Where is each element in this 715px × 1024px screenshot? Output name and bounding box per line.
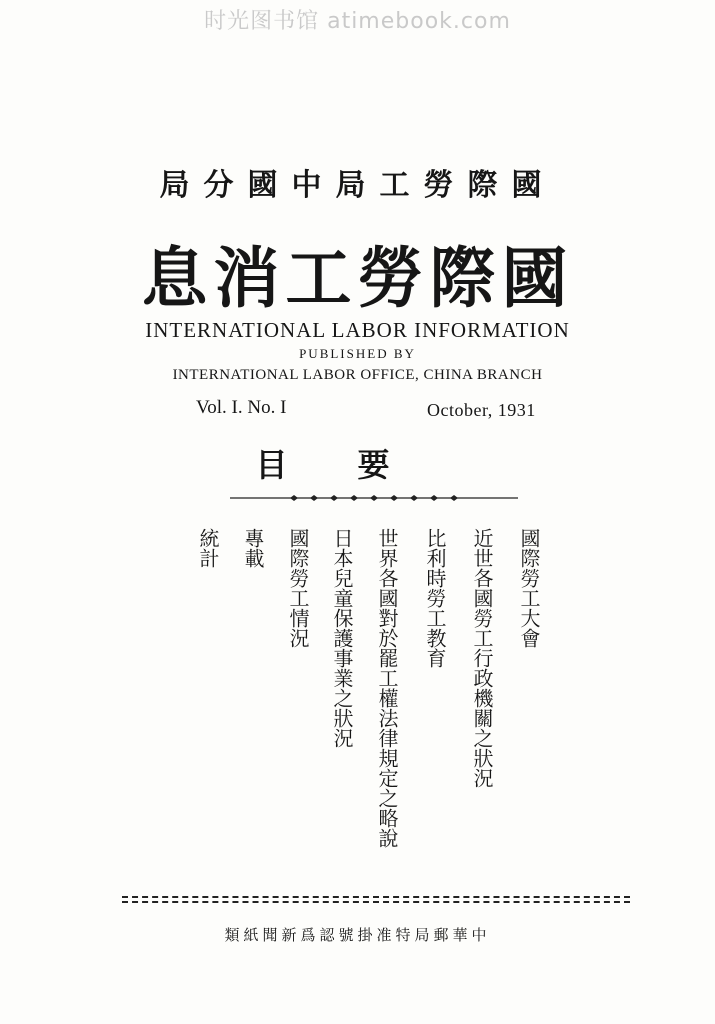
footer-rule-top [122,896,630,898]
page-title: 國際勞工消息 [141,240,574,317]
footer-rule-bottom [122,901,630,903]
toc-item: 世界各國對於罷工權法律規定之略說 [375,528,399,848]
toc-item: 國際勞工情況 [286,528,310,648]
publisher-office: INTERNATIONAL LABOR OFFICE, CHINA BRANCH [172,367,543,383]
english-title: INTERNATIONAL LABOR INFORMATION [145,318,570,342]
published-by: PUBLISHED BY [299,346,416,361]
issue-date: October, 1931 [427,400,536,420]
postal-notice: 中華郵局特准掛號認爲新聞紙類 [224,926,491,944]
watermark: 时光图书馆 atimebook.com [204,9,511,34]
toc-item: 專載 [241,528,265,568]
publisher-name: 國際勞工局中國分局 [159,168,556,203]
ornament-divider [230,494,518,502]
toc-item: 近世各國勞工行政機關之狀況 [470,528,494,788]
toc-item: 統計 [196,528,220,568]
toc-item: 比利時勞工教育 [423,528,447,668]
toc-item: 國際勞工大會 [517,528,541,648]
volume-number: Vol. I. No. I [196,397,287,418]
toc-heading: 要目 [255,446,460,484]
toc-item: 日本兒童保護事業之狀況 [330,528,354,748]
